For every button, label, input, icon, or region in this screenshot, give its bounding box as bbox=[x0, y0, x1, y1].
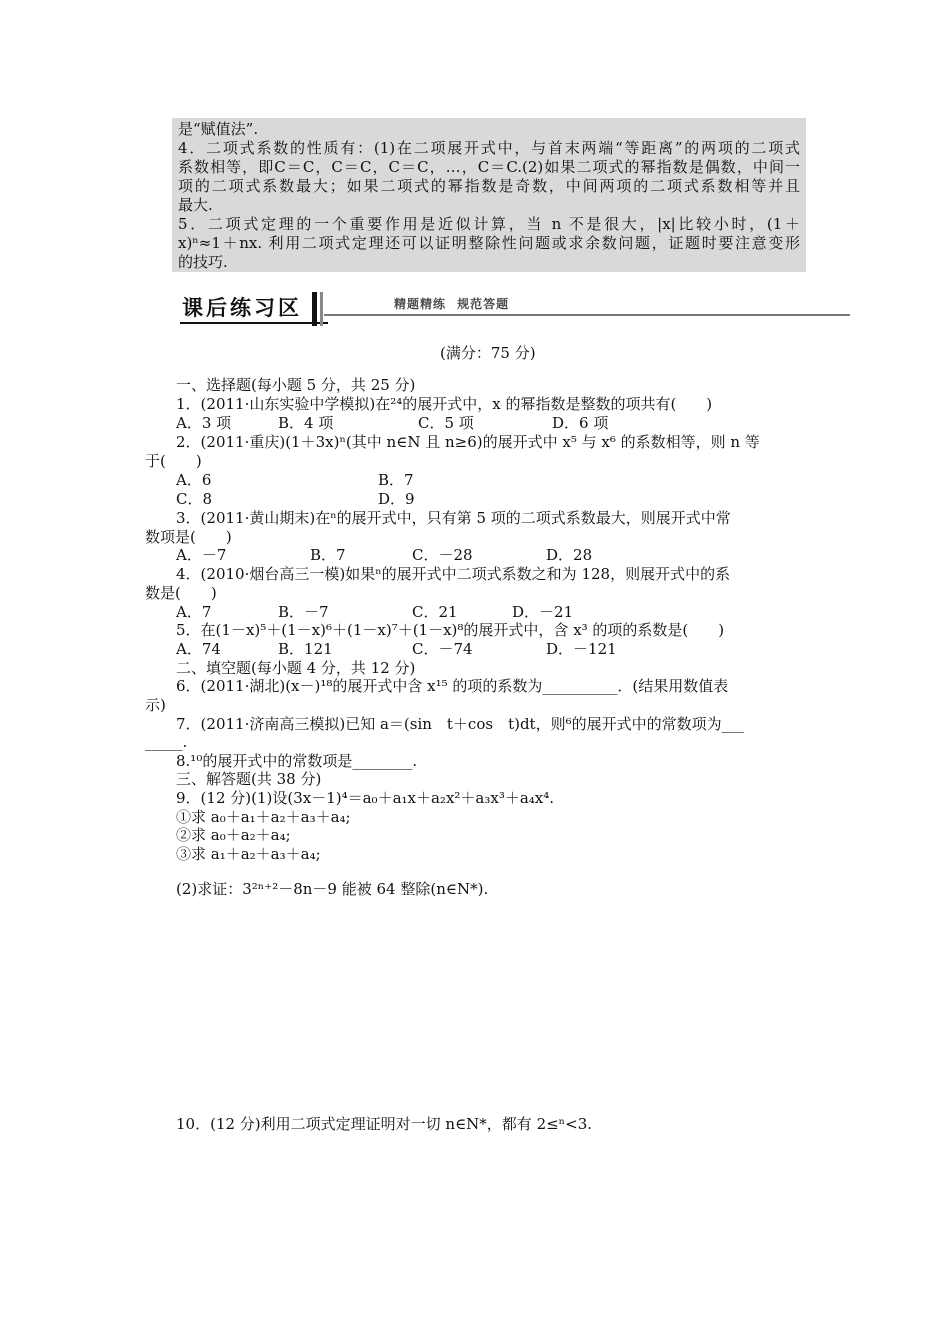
summary-line: 项的二项式系数最大；如果二项式的幂指数是奇数，中间两项的二项式系数相等并且 bbox=[178, 177, 800, 195]
question-10: 10．(12 分)利用二项式定理证明对一切 n∈N*，都有 2≤ⁿ<3. bbox=[176, 1115, 593, 1133]
banner-divider-light bbox=[320, 292, 323, 326]
q2-option-d: D．9 bbox=[378, 490, 415, 508]
question-5-stem: 5．在(1－x)⁵＋(1－x)⁶＋(1－x)⁷＋(1－x)⁸的展开式中，含 x³ 的项的系数是( ) bbox=[176, 621, 725, 639]
section-heading-solve: 三、解答题(共 38 分) bbox=[176, 770, 322, 788]
summary-box bbox=[172, 118, 806, 272]
section-banner bbox=[172, 290, 850, 328]
question-3-stem-cont: 数项是( ) bbox=[145, 528, 232, 546]
q5-option-d: D．－121 bbox=[546, 640, 617, 658]
question-4-stem-cont: 数是( ) bbox=[145, 584, 217, 602]
q1-option-d: D．6 项 bbox=[552, 414, 609, 432]
summary-line: 系数相等，即C＝C，C＝C，C＝C，…，C＝C.(2)如果二项式的幂指数是偶数，中间一 bbox=[178, 158, 800, 176]
question-9-sub-2: ②求 a₀＋a₂＋a₄; bbox=[176, 826, 291, 844]
q4-option-b: B．－7 bbox=[278, 603, 329, 621]
summary-line: 4．二项式系数的性质有：(1)在二项展开式中，与首末两端“等距离”的两项的二项式 bbox=[178, 139, 800, 157]
section-heading-fill: 二、填空题(每小题 4 分，共 12 分) bbox=[176, 659, 416, 677]
q1-option-c: C．5 项 bbox=[418, 414, 474, 432]
summary-line: 的技巧. bbox=[178, 253, 228, 271]
question-7-cont: _____. bbox=[145, 733, 188, 751]
question-6-cont: 示) bbox=[145, 696, 166, 714]
q2-option-b: B．7 bbox=[378, 471, 414, 489]
banner-rule bbox=[324, 314, 850, 316]
q4-option-c: C．21 bbox=[412, 603, 458, 621]
q3-option-b: B．7 bbox=[310, 546, 346, 564]
q3-option-c: C．－28 bbox=[412, 546, 473, 564]
question-2-stem: 2．(2011·重庆)(1＋3x)ⁿ(其中 n∈N 且 n≥6)的展开式中 x⁵ 与 x⁶ 的系数相等，则 n 等 bbox=[176, 433, 760, 451]
q5-option-c: C．－74 bbox=[412, 640, 473, 658]
question-9: 9．(12 分)(1)设(3x－1)⁴＝a₀＋a₁x＋a₂x²＋a₃x³＋a₄x⁴. bbox=[176, 789, 555, 807]
q1-option-a: A．3 项 bbox=[176, 414, 232, 432]
q4-option-a: A．7 bbox=[176, 603, 212, 621]
section-heading-choice: 一、选择题(每小题 5 分，共 25 分) bbox=[176, 376, 416, 394]
question-6: 6．(2011·湖北)(x－)¹⁸的展开式中含 x¹⁵ 的项的系数为__________．(结果用数值表 bbox=[176, 677, 729, 695]
summary-line: x)ⁿ≈1＋nx. 利用二项式定理还可以证明整除性问题或求余数问题，证题时要注意变形 bbox=[178, 234, 800, 252]
question-2-stem-cont: 于( ) bbox=[145, 452, 202, 470]
summary-line: 最大. bbox=[178, 196, 213, 214]
full-score: (满分：75 分) bbox=[440, 344, 536, 362]
q1-option-b: B．4 项 bbox=[278, 414, 334, 432]
question-4-stem: 4．(2010·烟台高三一模)如果ⁿ的展开式中二项式系数之和为 128，则展开式中的系 bbox=[176, 565, 731, 583]
question-3-stem: 3．(2011·黄山期末)在ⁿ的展开式中，只有第 5 项的二项式系数最大，则展开式中常 bbox=[176, 509, 731, 527]
question-9-sub-3: ③求 a₁＋a₂＋a₃＋a₄; bbox=[176, 845, 321, 863]
summary-line: 5．二项式定理的一个重要作用是近似计算，当 n 不是很大，|x|比较小时，(1＋ bbox=[178, 215, 800, 233]
q5-option-b: B．121 bbox=[278, 640, 333, 658]
question-8: 8.¹⁰的展开式中的常数项是________. bbox=[176, 752, 418, 770]
question-7: 7．(2011·济南高三模拟)已知 a＝(sin t＋cos t)dt，则⁶的展开式中的常数项为___ bbox=[176, 715, 745, 733]
summary-line: 是“赋值法”. bbox=[178, 120, 259, 138]
question-9-sub-1: ①求 a₀＋a₁＋a₂＋a₃＋a₄; bbox=[176, 808, 351, 826]
question-1-stem: 1．(2011·山东实验中学模拟)在²⁴的展开式中，x 的幂指数是整数的项共有( ) bbox=[176, 395, 713, 413]
banner-title: 课后练习区 bbox=[182, 296, 302, 320]
question-9-part-2: (2)求证：3²ⁿ⁺²－8n－9 能被 64 整除(n∈N*). bbox=[176, 880, 489, 898]
q3-option-a: A．－7 bbox=[176, 546, 227, 564]
q2-option-c: C．8 bbox=[176, 490, 213, 508]
q4-option-d: D．－21 bbox=[512, 603, 574, 621]
banner-divider bbox=[312, 292, 317, 326]
q3-option-d: D．28 bbox=[546, 546, 593, 564]
q2-option-a: A．6 bbox=[176, 471, 212, 489]
banner-subtitle: 精题精练 规范答题 bbox=[394, 297, 510, 311]
q5-option-a: A．74 bbox=[176, 640, 221, 658]
